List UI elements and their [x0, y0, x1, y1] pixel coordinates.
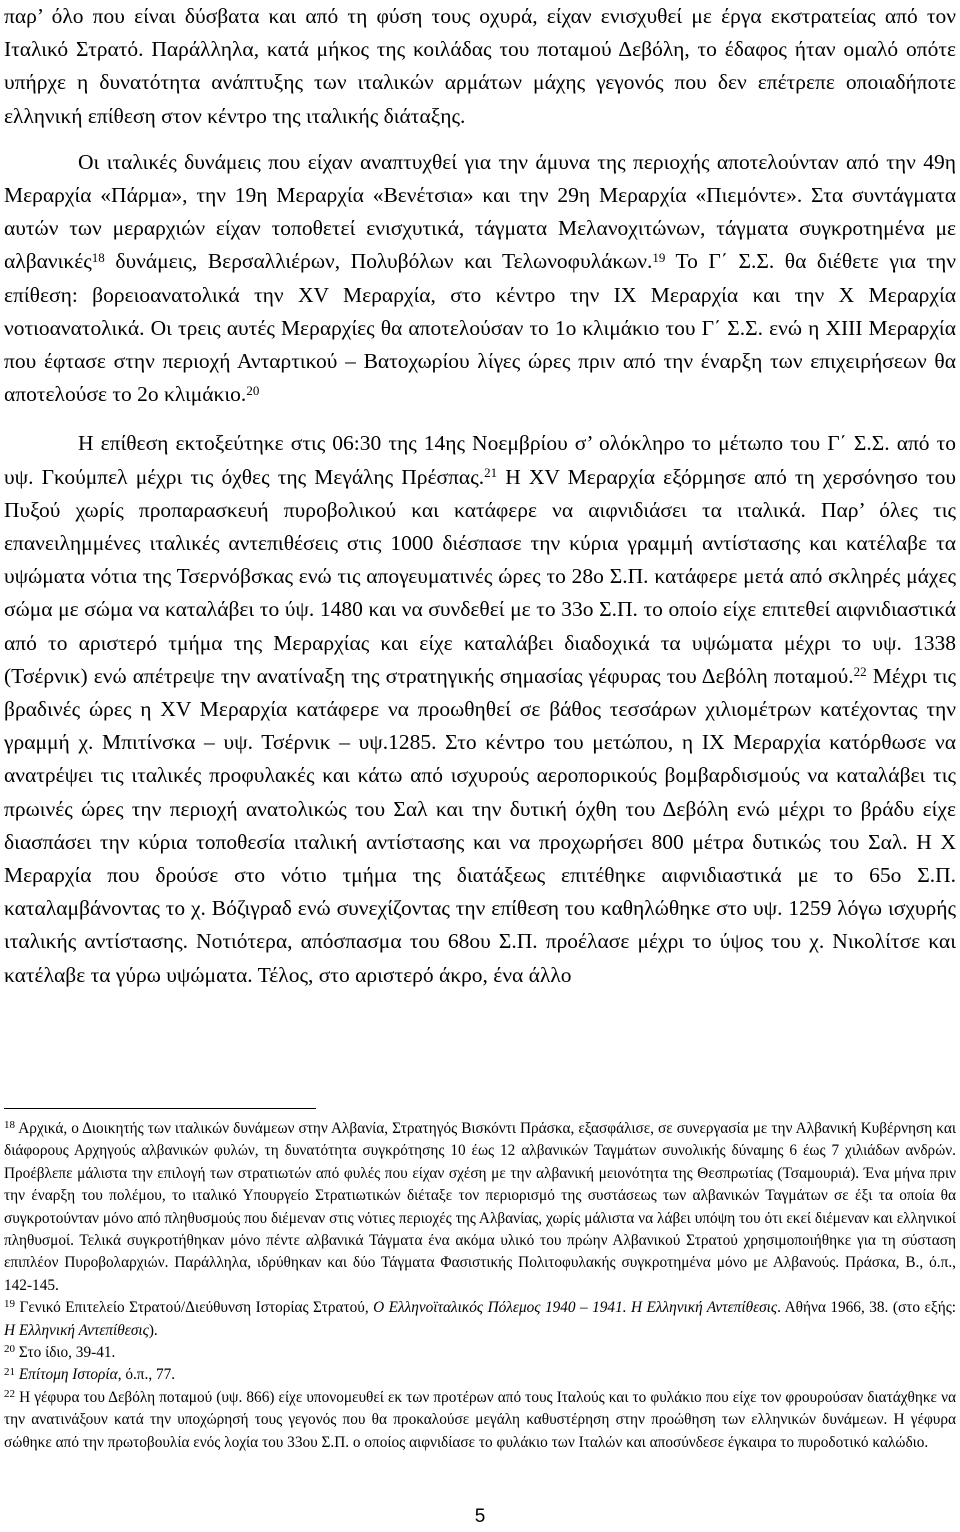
footnote-short-title: Η Ελληνική Αντεπίθεσις — [4, 1321, 149, 1339]
footnote-22 — [4, 1387, 956, 1454]
footnote-ref-20[interactable]: 20 — [246, 382, 260, 398]
paragraph-2 — [4, 146, 956, 412]
footnote-number: 18 — [4, 1119, 15, 1132]
footnote-ref-19[interactable]: 19 — [652, 249, 666, 265]
paragraph-3-text-a: Η επίθεση εκτοξεύτηκε στις 06:30 της 14ης Νοεμβρίου σ’ ολόκληρο το μέτωπο του Γ΄ Σ.Σ. από το υψ. Γκούμπελ μέχρι τις όχθες της Μεγάλης Πρέσπας. — [4, 431, 956, 489]
footnote-ref-18[interactable]: 18 — [91, 249, 105, 265]
footnote-ref-22[interactable]: 22 — [853, 664, 867, 680]
page-number: 5 — [474, 1506, 486, 1527]
footnote-book-title: Ο Ελληνοϊταλικός Πόλεμος 1940 – 1941. Η Ελληνική Αντεπίθεσις — [373, 1299, 778, 1317]
footnote-text: Αρχικά, ο Διοικητής των ιταλικών δυνάμεων στην Αλβανία, Στρατηγός Βισκόντι Πράσκα, εξασφάλισε, σε συνεργασία με την Αλβανική Κυβέρνηση και διάφορους Αρχηγούς αλβανικών φυλών, τη δυνατότητα συγκρότησης 10 έως 12 αλβανικών Ταγμάτων συνολικής δύναμης 6 έως 7 χιλιάδων ανδρών. Προέβλεπε μάλιστα την επιλογή των στρατιωτών από φυλές που είχαν σχέση με την αλβανική μειονότητα της Θεσπρωτίας (Τσαμουριά). Ένα μήνα πριν την έναρξη του πολέμου, το ιταλικό Υπουργείο Στρατιωτικών διέταξε τον περιορισμό της συστάσεως των αλβανικών Ταγμάτων σε έξι τα οποία θα συγκροτούνταν μόνο από πληθυσμούς που διέμεναν στις νότιες περιοχές της Αλβανίας, χωρίς μάλιστα να λάβει υπόψη του ότι εκεί διέμεναν και ελληνικοί πληθυσμοί. Τελικά συγκροτήθηκαν μόνο πέντε αλβανικά Τάγματα ένα ακόμα υλικό του πρώην Αλβανικού Στρατού χρησιμοποιήθηκε για τη σύσταση επιπλέον Πυροβολαρχιών. Παράλληλα, ιδρύθηκαν και δύο Τάγματα Φασιστικής Πολιτοφυλακής συγκροτημένα μόνο με Αλβανούς. Πράσκα, Β., ό.π., 142-145. — [4, 1120, 956, 1294]
footnote-ref-21[interactable]: 21 — [484, 465, 498, 481]
paragraph-2-text-b: δυνάμεις, Βερσαλλιέρων, Πολυβόλων και Τελωνοφυλάκων. — [115, 249, 653, 274]
footnote-number: 20 — [4, 1343, 15, 1356]
footnote-book-title: Επίτομη Ιστορία — [18, 1366, 118, 1384]
paragraph-1-text: παρ’ όλο που είναι δύσβατα και από τη φύση τους οχυρά, είχαν ενισχυθεί με έργα εκστρατείας από τον Ιταλικό Στρατό. Παράλληλα, κατά μήκος της κοιλάδας του ποταμού Δεβόλη, το έδαφος ήταν ομαλό οπότε υπήρχε η δυνατότητα ανάπτυξης των ιταλικών αρμάτων μάχης γεγονός που δεν επέτρεπε οποιαδήποτε ελληνική επίθεση στον κέντρο της ιταλικής διάταξης. — [4, 4, 956, 128]
document-page — [4, 0, 956, 1532]
footnote-text: ). — [148, 1321, 158, 1339]
footnote-21 — [4, 1364, 956, 1386]
footnote-text: Γενικό Επιτελείο Στρατού/Διεύθυνση Ιστορίας Στρατού, — [19, 1299, 369, 1317]
footnote-text: Στο ίδιο, 39-41. — [18, 1344, 116, 1362]
footnote-number: 21 — [4, 1365, 15, 1378]
footnote-text: , ό.π., 77. — [117, 1366, 176, 1384]
paragraph-3 — [4, 427, 956, 991]
footnote-number: 22 — [4, 1387, 15, 1400]
paragraph-1 — [4, 0, 956, 133]
footnote-19 — [4, 1297, 956, 1342]
footnote-18 — [4, 1118, 956, 1297]
paragraph-3-text-c: Μέχρι τις βραδινές ώρες η XV Μεραρχία κατάφερε να προωθηθεί σε βάθος τεσσάρων χιλιομέτρων κατέχοντας την γραμμή χ. Μπιτίνσκα – υψ. Τσέρνικ – υψ.1285. Στο κέντρο του μετώπου, η IX Μεραρχία κατόρθωσε να ανατρέψει τις ιταλικές προφυλακές και κάτω από ισχυρούς αεροπορικούς βομβαρδισμούς να καταλάβει τις πρωινές ώρες την περιοχή ανατολικώς του Σαλ και την δυτική όχθη του Δεβόλη ενώ μέχρι το βράδυ είχε διασπάσει την κύρια τοποθεσία ιταλική αντίστασης και να προχωρήσει 800 μέτρα δυτικώς του Σαλ. Η X Μεραρχία που δρούσε στο νότιο τμήμα της διατάξεως επιτέθηκε αιφνιδιαστικά με το 65ο Σ.Π. καταλαμβάνοντας το χ. Βόζιγραδ ενώ συνεχίζοντας την επίθεση του καθηλώθηκε στο υψ. 1259 λόγω ισχυρής ιταλικής αντίστασης. Νοτιότερα, απόσπασμα του 68ου Σ.Π. προέλασε μέχρι το ύψος του χ. Νικολίτσε και κατέλαβε τα γύρω υψώματα. Τέλος, στο αριστερό άκρο, ένα άλλο — [4, 663, 957, 987]
footnote-text: Η γέφυρα του Δεβόλη ποταμού (υψ. 866) είχε υπονομευθεί εκ των προτέρων από τους Ιταλούς και το φυλάκιο που είχε τον φρουρούσαν διατάχθηκε να την ανατινάξουν κατά την υποχώρησή τους γεγονός που θα προκαλούσε μεγάλη καθυστέρηση στην προώθηση των ελληνικών δυνάμεων. Η γέφυρα σώθηκε από την πρωτοβουλία ενός λοχία του 33ου Σ.Π. ο οποίος αιφνιδίασε το φυλάκιο των Ιταλών και αποσύνδεσε έγκαιρα το πυροδοτικό καλώδιο. — [4, 1388, 956, 1451]
paragraph-3-text-b: Η XV Μεραρχία εξόρμησε από τη χερσόνησο του Πυξού χωρίς προπαρασκευή πυροβολικού και κατάφερε να αιφνιδιάσει τα ιταλικά. Παρ’ όλες τις επανειλημμένες ιταλικές αντεπιθέσεις στις 1000 διέσπασε την κύρια γραμμή αντίστασης και κατέλαβε τα υψώματα νότια της Τσερνόβσκας ενώ τις απογευματινές ώρες το 28ο Σ.Π. κατάφερε μετά από σκληρές μάχες σώμα με σώμα να καταλάβει το ύψ. 1480 και να συνδεθεί με το 33ο Σ.Π. το οποίο είχε επιτεθεί αιφνιδιαστικά από το αριστερό τμήμα της Μεραρχίας και είχε καταλάβει διαδοχικά τα υψώματα μέχρι το υψ. 1338 (Τσέρνικ) ενώ απέτρεψε την ανατίναξη της στρατηγικής σημασίας γέφυρας του Δεβόλη ποταμού. — [4, 464, 956, 688]
paragraph-2-text-a: Οι ιταλικές δυνάμεις που είχαν αναπτυχθεί για την άμυνα της περιοχής αποτελούνταν από την 49η Μεραρχία «Πάρμα», την 19η Μεραρχία «Βενέτσια» και την 29η Μεραρχία «Πιεμόντε». Στα συντάγματα αυτών των μεραρχιών είχαν τοποθετεί ενισχυτικά, τάγματα Μελανοχιτώνων, τάγματα συγκροτημένα με αλβανικές — [4, 149, 956, 274]
footnote-number: 19 — [4, 1298, 15, 1311]
footnotes — [4, 1118, 956, 1454]
footnote-20 — [4, 1342, 956, 1364]
footnote-text: . Αθήνα 1966, 38. (στο εξής: — [777, 1299, 957, 1317]
footnote-separator — [4, 1108, 316, 1109]
paragraph-2-text-c: Το Γ΄ Σ.Σ. θα διέθετε για την επίθεση: βορειοανατολικά την XV Μεραρχία, στο κέντρο την IX Μεραρχία και την X Μεραρχία νοτιοανατολικά. Οι τρεις αυτές Μεραρχίες θα αποτελούσαν το 1ο κλιμάκιο του Γ΄ Σ.Σ. ενώ η XIII Μεραρχία που έφτασε στην περιοχή Ανταρτικού – Βατοχωρίου λίγες ώρες πριν από την έναρξη των επιχειρήσεων θα αποτελούσε το 2ο κλιμάκιο. — [4, 249, 957, 407]
